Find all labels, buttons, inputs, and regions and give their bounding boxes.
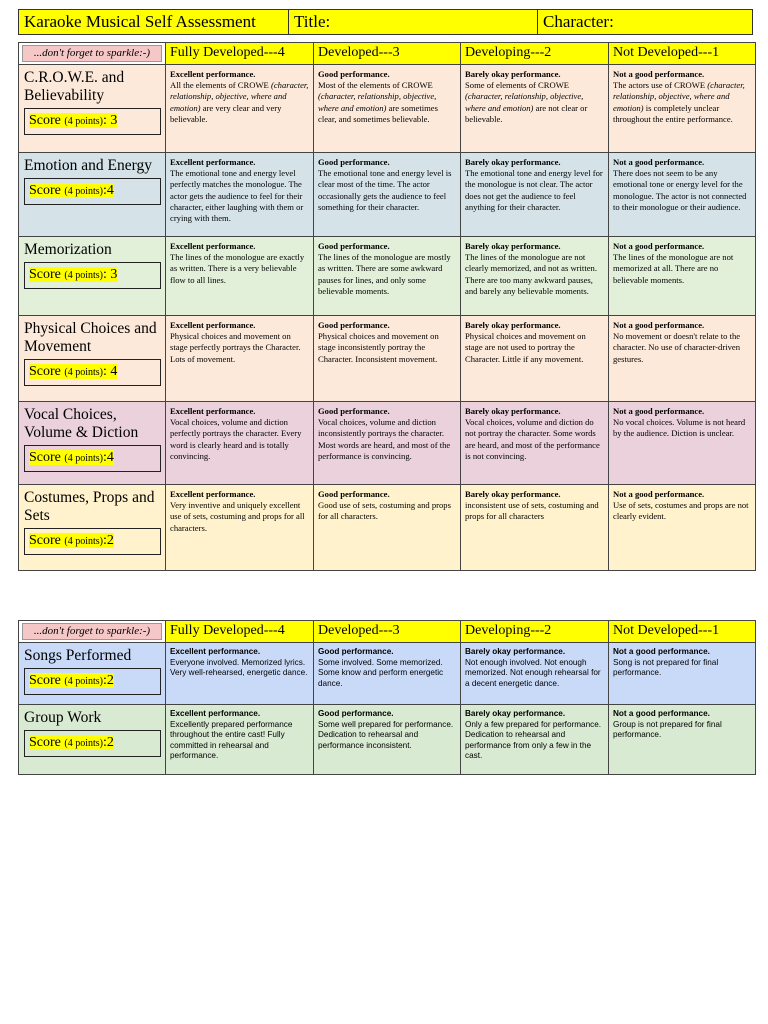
level-description-text — [613, 658, 751, 679]
level-description-cell — [461, 485, 609, 571]
rubric-table-main — [18, 42, 756, 571]
level-description-text — [613, 331, 751, 365]
level-description-text — [613, 720, 751, 741]
category-cell — [19, 316, 166, 402]
category-cell — [19, 153, 166, 237]
score-label: Score — [29, 113, 61, 128]
rubric-row — [19, 316, 756, 402]
points-note: (4 points) — [64, 186, 103, 197]
level-description-text — [170, 80, 309, 125]
points-note: (4 points) — [64, 270, 103, 281]
level-description-heading: Not a good performance. — [613, 709, 710, 718]
score-number: :4 — [103, 183, 114, 198]
level-description-part: is completely unclear throughout the entire performance. — [613, 102, 733, 124]
score-value — [29, 267, 117, 282]
score-number: : 3 — [103, 113, 118, 128]
level-description-cell — [314, 643, 461, 705]
level-description-cell — [314, 237, 461, 316]
sparkle-note: ...don't forget to sparkle:-) — [22, 623, 162, 640]
level-description-heading: Not a good performance. — [613, 647, 710, 656]
level-header-developed: Developed---3 — [314, 621, 461, 643]
score-box[interactable] — [24, 528, 161, 555]
score-box[interactable] — [24, 108, 161, 135]
level-description-italic: (character, relationship, objective, where and emotion) — [613, 80, 745, 113]
level-description-cell — [314, 485, 461, 571]
level-description-text — [465, 80, 604, 125]
level-description-heading: Barely okay performance. — [465, 320, 561, 330]
level-description-cell — [166, 705, 314, 775]
level-description-cell — [609, 65, 756, 153]
level-description-part: Very inventive and uniquely excellent use of sets, costuming and props for all characters. — [170, 500, 305, 533]
level-description-cell — [166, 153, 314, 237]
score-value — [29, 533, 114, 548]
score-box[interactable] — [24, 668, 161, 695]
score-value — [29, 364, 117, 379]
level-description-part: Song is not prepared for final performance. — [613, 657, 719, 678]
sparkle-note-cell — [19, 621, 166, 643]
score-label: Score — [29, 673, 61, 688]
category-name: Costumes, Props and Sets — [24, 489, 155, 524]
level-description-heading: Not a good performance. — [613, 241, 705, 251]
level-description-text — [170, 658, 309, 679]
level-header-fully-developed: Fully Developed---4 — [166, 43, 314, 65]
level-description-heading: Not a good performance. — [613, 406, 705, 416]
score-value — [29, 735, 114, 750]
level-description-heading: Barely okay performance. — [465, 406, 561, 416]
level-description-text — [170, 252, 309, 286]
level-description-part: The emotional tone and energy level perfectly matches the monologue. The actor gets the audience to feel for their character, either laughing with them or crying with them. — [170, 168, 304, 224]
level-description-cell — [166, 643, 314, 705]
level-description-heading: Barely okay performance. — [465, 489, 561, 499]
points-note: (4 points) — [64, 116, 103, 127]
rubric-header-row — [19, 621, 756, 643]
category-name: Physical Choices and Movement — [24, 320, 157, 355]
category-cell — [19, 705, 166, 775]
score-number: :2 — [103, 735, 114, 750]
level-description-heading: Excellent performance. — [170, 489, 256, 499]
rubric-row — [19, 402, 756, 485]
level-description-italic: (character, relationship, objective, where and emotion) — [318, 91, 437, 113]
level-description-text — [318, 720, 456, 752]
category-name: Memorization — [24, 241, 112, 258]
level-description-part: The lines of the monologue are mostly as written. There are some awkward pauses for lines, and only some believable moments. — [318, 252, 451, 296]
level-description-heading: Barely okay performance. — [465, 69, 561, 79]
level-description-text — [465, 168, 604, 213]
level-description-cell — [166, 237, 314, 316]
level-description-part: Excellently prepared performance throughout the entire cast! Fully committed in rehearsal and performance. — [170, 719, 293, 761]
level-description-part: Good use of sets, costuming and props for all characters. — [318, 500, 451, 522]
level-header-not-developed: Not Developed---1 — [609, 621, 756, 643]
level-description-cell — [314, 316, 461, 402]
level-description-italic: (character, relationship, objective, where and emotion) — [465, 91, 584, 113]
level-description-text — [613, 168, 751, 213]
level-description-part: Group is not prepared for final performance. — [613, 719, 722, 740]
score-box[interactable] — [24, 730, 161, 757]
level-description-heading: Good performance. — [318, 709, 394, 718]
level-description-text — [170, 168, 309, 224]
score-label: Score — [29, 533, 61, 548]
score-label: Score — [29, 735, 61, 750]
category-cell — [19, 65, 166, 153]
level-description-cell — [609, 402, 756, 485]
category-name: Songs Performed — [24, 647, 132, 664]
level-description-cell — [609, 485, 756, 571]
level-description-cell — [461, 402, 609, 485]
level-description-part: The emotional tone and energy level is clear most of the time. The actor occasionally gets the audience to feel something for their character. — [318, 168, 452, 212]
level-description-heading: Good performance. — [318, 489, 390, 499]
level-description-heading: Barely okay performance. — [465, 647, 566, 656]
sparkle-note: ...don't forget to sparkle:-) — [22, 45, 162, 62]
level-description-cell — [609, 237, 756, 316]
rubric-row — [19, 153, 756, 237]
level-description-part: Everyone involved. Memorized lyrics. Very well-rehearsed, energetic dance. — [170, 657, 308, 678]
score-number: :2 — [103, 533, 114, 548]
level-description-part: Vocal choices, volume and diction inconsistently portrays the character. Most words are heard, and most of the performance is convincing. — [318, 417, 451, 461]
level-description-text — [318, 80, 456, 125]
score-number: :4 — [103, 450, 114, 465]
level-description-cell — [461, 65, 609, 153]
rubric-row — [19, 705, 756, 775]
level-header-developed: Developed---3 — [314, 43, 461, 65]
rubric-row — [19, 65, 756, 153]
score-box[interactable] — [24, 445, 161, 472]
points-note: (4 points) — [64, 738, 103, 749]
level-description-heading: Barely okay performance. — [465, 157, 561, 167]
level-description-heading: Excellent performance. — [170, 709, 261, 718]
level-description-text — [318, 168, 456, 213]
level-description-heading: Excellent performance. — [170, 320, 256, 330]
score-number: :2 — [103, 673, 114, 688]
rubric-row — [19, 485, 756, 571]
level-description-cell — [314, 402, 461, 485]
category-name: Emotion and Energy — [24, 157, 152, 174]
level-description-cell — [166, 402, 314, 485]
score-number: : 3 — [103, 267, 118, 282]
level-description-text — [318, 658, 456, 690]
level-description-text — [613, 80, 751, 125]
level-description-part: Vocal choices, volume and diction do not portray the character. Some words are heard, and most of the performance is not convincing. — [465, 417, 600, 461]
category-name: Vocal Choices, Volume & Diction — [24, 406, 139, 441]
points-note: (4 points) — [64, 367, 103, 378]
level-description-part: The emotional tone and energy level for the monologue is not clear. The actor does not get the audience to feel anything for their character. — [465, 168, 603, 212]
level-header-developing: Developing---2 — [461, 43, 609, 65]
level-description-cell — [609, 705, 756, 775]
title-field[interactable]: Title: — [289, 10, 538, 34]
level-description-part: Use of sets, costumes and props are not clearly evident. — [613, 500, 749, 522]
level-description-heading: Good performance. — [318, 69, 390, 79]
level-description-cell — [609, 316, 756, 402]
level-description-heading: Excellent performance. — [170, 406, 256, 416]
level-description-text — [465, 720, 604, 762]
level-description-text — [170, 500, 309, 534]
level-description-part: inconsistent use of sets, costuming and props for all characters — [465, 500, 599, 522]
level-description-heading: Not a good performance. — [613, 157, 705, 167]
score-value — [29, 183, 114, 198]
level-description-cell — [314, 153, 461, 237]
category-cell — [19, 402, 166, 485]
level-description-part: Some involved. Some memorized. Some know and perform energetic dance. — [318, 657, 444, 688]
level-description-part: Physical choices and movement on stage inconsistently portray the Character. Inconsistent movement. — [318, 331, 439, 364]
level-description-heading: Excellent performance. — [170, 647, 261, 656]
level-description-text — [465, 658, 604, 690]
category-cell — [19, 485, 166, 571]
level-description-heading: Excellent performance. — [170, 157, 256, 167]
level-description-text — [318, 500, 456, 522]
level-description-cell — [314, 705, 461, 775]
level-description-text — [465, 417, 604, 462]
rubric-row — [19, 237, 756, 316]
rubric-row — [19, 643, 756, 705]
sheet-title: Karaoke Musical Self Assessment — [19, 10, 289, 34]
level-description-text — [613, 500, 751, 522]
level-description-cell — [461, 237, 609, 316]
level-description-text — [613, 417, 751, 439]
level-description-part: The lines of the monologue are not memorized at all. There are no believable moments. — [613, 252, 734, 285]
level-description-text — [318, 252, 456, 297]
category-cell — [19, 643, 166, 705]
level-description-part: There does not seem to be any emotional tone or energy level for the monologue. The actor is not connected to their monologue or their audience. — [613, 168, 747, 212]
level-description-part: Physical choices and movement on stage are not used to portray the Character. Little if any movement. — [465, 331, 586, 364]
level-description-text — [465, 331, 604, 365]
level-description-heading: Excellent performance. — [170, 241, 256, 251]
level-description-cell — [461, 153, 609, 237]
points-note: (4 points) — [64, 453, 103, 464]
level-description-cell — [166, 65, 314, 153]
level-description-cell — [461, 316, 609, 402]
level-description-part: Some well prepared for performance. Dedication to rehearsal and performance inconsistent. — [318, 719, 454, 750]
level-description-part: Some of elements of CROWE — [465, 80, 570, 91]
level-description-text — [465, 500, 604, 522]
level-description-italic: (character, relationship, objective, where and emotion) — [170, 80, 309, 113]
level-description-text — [170, 331, 309, 365]
level-description-heading: Good performance. — [318, 241, 390, 251]
category-cell — [19, 237, 166, 316]
level-description-text — [318, 417, 456, 462]
level-description-part: Most of the elements of CROWE — [318, 80, 433, 91]
character-field[interactable]: Character: — [543, 12, 614, 31]
points-note: (4 points) — [64, 676, 103, 687]
level-description-cell — [314, 65, 461, 153]
score-label: Score — [29, 364, 61, 379]
level-description-cell — [461, 705, 609, 775]
level-description-heading: Not a good performance. — [613, 489, 705, 499]
level-description-part: The actors use of CROWE — [613, 80, 708, 91]
level-description-heading: Good performance. — [318, 320, 390, 330]
level-description-cell — [609, 153, 756, 237]
category-name: C.R.O.W.E. and Believability — [24, 69, 125, 104]
level-description-heading: Barely okay performance. — [465, 709, 566, 718]
sparkle-note-cell — [19, 43, 166, 65]
level-description-text — [613, 252, 751, 286]
level-description-text — [318, 331, 456, 365]
level-description-text — [170, 417, 309, 462]
level-header-not-developed: Not Developed---1 — [609, 43, 756, 65]
level-description-text — [170, 720, 309, 762]
rubric-table-group — [18, 620, 756, 775]
level-description-cell — [461, 643, 609, 705]
level-description-cell — [166, 485, 314, 571]
score-label: Score — [29, 450, 61, 465]
score-value — [29, 113, 117, 128]
level-description-part: Only a few prepared for performance. Dedication to rehearsal and performance from only a few in the cast. — [465, 719, 602, 761]
category-name: Group Work — [24, 709, 102, 726]
level-description-heading: Barely okay performance. — [465, 241, 561, 251]
title-bar — [18, 9, 753, 35]
level-description-part: No movement or doesn't relate to the character. No use of character-driven gestures. — [613, 331, 741, 364]
score-box[interactable] — [24, 359, 161, 386]
score-label: Score — [29, 183, 61, 198]
level-description-part: are sometimes clear, and sometimes believable. — [318, 102, 438, 124]
level-description-part: Not enough involved. Not enough memorized. Not enough rehearsal for a decent energetic dance. — [465, 657, 601, 688]
score-label: Score — [29, 267, 61, 282]
level-header-fully-developed: Fully Developed---4 — [166, 621, 314, 643]
level-description-cell — [166, 316, 314, 402]
level-description-part: No vocal choices. Volume is not heard by the audience. Diction is unclear. — [613, 417, 746, 439]
score-box[interactable] — [24, 178, 161, 205]
level-description-text — [465, 252, 604, 297]
points-note: (4 points) — [64, 536, 103, 547]
score-value — [29, 450, 114, 465]
level-header-developing: Developing---2 — [461, 621, 609, 643]
level-description-part: The lines of the monologue are not clearly memorized, and not as written. There are too many awkward pauses, and barely any believable moments. — [465, 252, 597, 296]
level-description-heading: Not a good performance. — [613, 320, 705, 330]
level-description-heading: Good performance. — [318, 647, 394, 656]
level-description-heading: Good performance. — [318, 406, 390, 416]
level-description-part: Physical choices and movement on stage perfectly portrays the Character. Lots of movement. — [170, 331, 301, 364]
level-description-part: All the elements of CROWE — [170, 80, 271, 91]
level-description-heading: Not a good performance. — [613, 69, 705, 79]
score-box[interactable] — [24, 262, 161, 289]
level-description-heading: Excellent performance. — [170, 69, 256, 79]
level-description-heading: Good performance. — [318, 157, 390, 167]
score-number: : 4 — [103, 364, 118, 379]
level-description-cell — [609, 643, 756, 705]
level-description-part: are very clear and very believable. — [170, 102, 282, 124]
level-description-part: The lines of the monologue are exactly as written. There is a very believable flow to all lines. — [170, 252, 305, 285]
level-description-part: Vocal choices, volume and diction perfectly portrays the character. Every word is clearly heard and is totally convincing. — [170, 417, 302, 461]
level-description-part: are not clear or believable. — [465, 102, 588, 124]
score-value — [29, 673, 114, 688]
rubric-header-row — [19, 43, 756, 65]
